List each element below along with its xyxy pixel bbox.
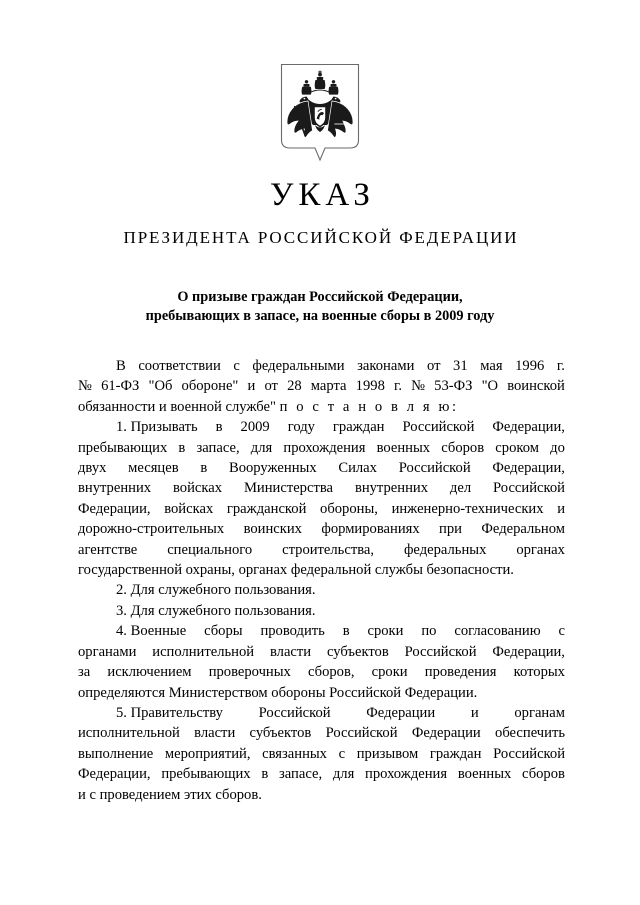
decree-subject-line-1: О призыве граждан Российской Федерации, bbox=[177, 289, 463, 305]
page-subtitle: ПРЕЗИДЕНТА РОССИЙСКОЙ ФЕДЕРАЦИИ bbox=[123, 227, 519, 247]
text-line: пребывающих в запасе, для прохождения военных сборов сроком до bbox=[78, 439, 565, 456]
text-line: 3. Для служебного пользования. bbox=[116, 602, 316, 619]
text-line: органами исполнительной власти субъектов Российской Федерации, bbox=[78, 643, 565, 660]
emblem-container bbox=[0, 62, 640, 166]
paragraph-item-2 bbox=[78, 580, 565, 600]
text-line: 2. Для служебного пользования. bbox=[116, 582, 316, 599]
text-line: внутренних войсках Министерства внутренних дел Российской bbox=[78, 480, 565, 497]
decree-subject-line-2: пребывающих в запасе, на военные сборы в 2009 году bbox=[145, 308, 495, 324]
resolution-verb: п о с т а н о в л я ю: bbox=[279, 398, 459, 415]
document-body bbox=[78, 356, 565, 805]
paragraph-item-3 bbox=[78, 601, 565, 621]
text-line: обязанности и военной службе" п о с т а н о в л я ю: bbox=[78, 398, 459, 415]
paragraph-item-4 bbox=[78, 621, 565, 703]
text-line: № 61-ФЗ "Об обороне" и от 28 марта 1998 г. № 53-ФЗ "О воинской bbox=[78, 378, 565, 395]
text-line: 5. Правительству Российской Федерации и органам bbox=[116, 704, 565, 721]
title-block bbox=[0, 178, 640, 247]
text-line: 1. Призывать в 2009 году граждан Российской Федерации, bbox=[116, 419, 565, 436]
russian-coat-of-arms-icon bbox=[279, 62, 361, 166]
text-line: государственной охраны, органах федеральной службы безопасности. bbox=[78, 562, 514, 579]
text-line: Федерации, пребывающих в запасе, для прохождения военных сборов bbox=[78, 766, 565, 783]
text-line: определяются Министерством обороны Российской Федерации. bbox=[78, 684, 478, 701]
text-line: дорожно-строительных воинских формированиях при Федеральном bbox=[78, 521, 565, 538]
text-line: и с проведением этих сборов. bbox=[78, 786, 262, 803]
paragraph-item-1 bbox=[78, 417, 565, 580]
text-line: выполнение мероприятий, связанных с призывом граждан Российской bbox=[78, 745, 565, 762]
paragraph-item-5 bbox=[78, 703, 565, 805]
paragraph-preamble bbox=[78, 356, 565, 417]
text-line: за исключением проверочных сборов, сроки проведения которых bbox=[78, 664, 565, 681]
page-title: УКАЗ bbox=[270, 177, 375, 213]
text-line: Федерации, войсках гражданской обороны, инженерно-технических и bbox=[78, 500, 565, 517]
decree-subject bbox=[70, 288, 570, 326]
text-line: В соответствии с федеральными законами от 31 мая 1996 г. bbox=[116, 358, 565, 374]
text-line: агентстве специального строительства, федеральных органах bbox=[78, 541, 565, 558]
text-line: 4. Военные сборы проводить в сроки по согласованию с bbox=[116, 623, 565, 640]
text-line: двух месяцев в Вооруженных Силах Российской Федерации, bbox=[78, 460, 565, 477]
text-line: исполнительной власти субъектов Российской Федерации обеспечить bbox=[78, 725, 565, 742]
